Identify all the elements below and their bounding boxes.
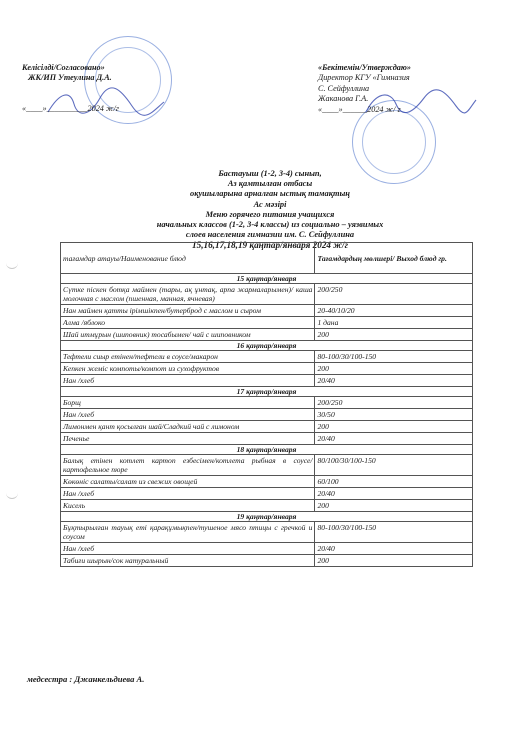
day-label: 19 қаңтар/января [61,512,473,522]
agreed-person: ЖК/ИП Утеулина Д.А. [28,73,112,83]
menu-table [60,242,473,567]
approved-date: «____»______2024 ж/ г [318,104,401,114]
table-row [61,397,473,409]
approved-person: Жаканова Г.А. [318,94,369,104]
dish-yield: 200 [315,329,473,341]
dish-yield: 60/100 [315,476,473,488]
dish-yield: 80-100/30/100-150 [315,351,473,363]
column-header-dish: тағамдар атауы/Наименование блюд [61,243,315,274]
title-line: начальных классов (1-2, 3-4 классы) из социально – уязвимых [156,220,384,230]
table-row [61,522,473,543]
punch-hole-top [6,262,18,269]
day-header-row [61,512,473,522]
agreed-date: «____»__________2024 ж/г [22,103,120,113]
dish-name: Шай итмұрын (шиповник) тосабымен/ чай с шиповником [61,329,315,341]
agreed-heading: Келісілді/Согласовано» [22,63,105,72]
title-line: Аз қамтылған отбасы [227,179,313,189]
table-row [61,284,473,305]
dish-name: Көкөніс салаты/салат из свежих овощей [61,476,315,488]
approved-position: Директор КГУ «Гимназия [318,73,410,83]
day-header-row [61,341,473,351]
approved-block [318,63,513,115]
dish-name: Табиғи шырын/сок натуральный [61,555,315,567]
title-line: Бастауыш (1-2, 3-4) сынып, [218,169,322,178]
title-line: Меню горячего питания учащихся [205,209,335,219]
dish-name: Нан маймен қатты ірімшікпен/бутерброд с маслом и сыром [61,305,315,317]
title-dates: 15,16,17,18,19 қаңтар/января 2024 ж/г [192,240,348,251]
table-row [61,433,473,445]
title-line: оқушыларына арналған ыстық тамақтың [190,189,350,199]
dish-name: Нан /хлеб [61,488,315,500]
table-row [61,317,473,329]
dish-yield: 20/40 [315,433,473,445]
table-row [61,305,473,317]
nurse-signature-line: медсестра : Джанкельдиева А. [27,674,145,684]
dish-name: Тефтели сиыр етінен/тефтели в соусе/макарон [61,351,315,363]
dish-name: Бұқтырылған тауық еті қарақұмықпен/тушеное мясо птицы с гречкой и соусом [61,522,315,543]
day-header-row [61,445,473,455]
day-label: 16 қаңтар/января [61,341,473,351]
dish-yield: 200/250 [315,284,473,305]
table-row [61,488,473,500]
day-header-row [61,274,473,284]
table-row [61,351,473,363]
table-row [61,363,473,375]
dish-yield: 30/50 [315,409,473,421]
table-row [61,329,473,341]
dish-name: Кисель [61,500,315,512]
table-row [61,409,473,421]
dish-name: Борщ [61,397,315,409]
agreed-block [22,63,192,114]
dish-yield: 20/40 [315,543,473,555]
title-line: Ас мәзірі [253,199,287,209]
table-row [61,543,473,555]
dish-yield: 80/100/30/100-150 [315,455,473,476]
dish-yield: 1 дана [315,317,473,329]
dish-name: Алма /яблоко [61,317,315,329]
dish-name: Нан /хлеб [61,543,315,555]
dish-name: Балық етінен котлет картоп езбесімен/котлета рыбная в соусе/картофельное пюре [61,455,315,476]
table-row [61,476,473,488]
menu-title [60,169,480,251]
table-row [61,421,473,433]
column-header-yield: Тағамдардың мөлшері/ Выход блюд гр. [315,243,473,274]
dish-yield: 200 [315,555,473,567]
dish-yield: 200/250 [315,397,473,409]
day-label: 18 қаңтар/января [61,445,473,455]
dish-yield: 200 [315,363,473,375]
dish-yield: 200 [315,421,473,433]
dish-name: Сүтке піскен ботқа маймен (тары, ақ ұнтақ, арпа жармаларымен)/ каша молочная с маслом (пшенная, манная, ячневая) [61,284,315,305]
table-row [61,555,473,567]
approved-school: С. Сейфуллина [318,83,370,93]
approved-heading: «Бекітемін/Утверждаю» [318,63,411,72]
table-row [61,375,473,387]
punch-hole-bottom [6,492,18,499]
dish-name: Кепкен жеміс компоты/компот из сухофруктов [61,363,315,375]
dish-yield: 80-100/30/100-150 [315,522,473,543]
dish-yield: 20/40 [315,488,473,500]
day-label: 17 қаңтар/января [61,387,473,397]
day-label: 15 қаңтар/января [61,274,473,284]
dish-yield: 200 [315,500,473,512]
dish-name: Печенье [61,433,315,445]
dish-name: Нан /хлеб [61,409,315,421]
table-header-row [61,243,473,274]
dish-yield: 20-40/10/20 [315,305,473,317]
dish-name: Лимонмен қант қосылған шай/Сладкий чай с лимоном [61,421,315,433]
day-header-row [61,387,473,397]
title-line: слоев населения гимназии им. С. Сейфуллина [185,230,355,240]
dish-yield: 20/40 [315,375,473,387]
dish-name: Нан /хлеб [61,375,315,387]
table-row [61,455,473,476]
table-row [61,500,473,512]
